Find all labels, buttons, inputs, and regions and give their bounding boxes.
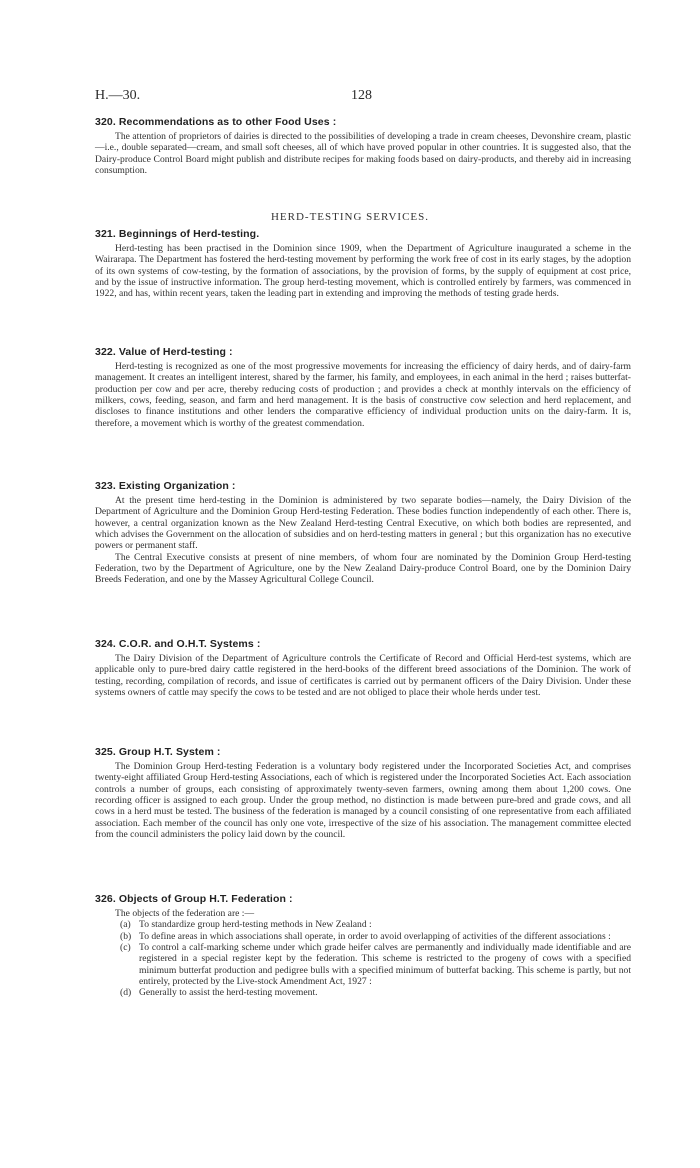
- paragraph: Herd-testing is recognized as one of the most progressive movements for increasing the efficiency of dairy herds, and of dairy-farm management. It creates an intelligent interest, shared by the farmer, his family, and employees, in each animal in the herd ; raises butterfat-production per cow and per acre, thereby reducing costs of production ; and provides a check at monthly intervals on the efficiency of milkers, cows, feeding, season, and farm and herd management. It is the basis of constructive cow selection and herd replacement, and discloses to finance institutions and other lenders the comparative efficiency of individual production units on the dairy-farm. It is, therefore, a movement which is worthy of the greatest commendation.: [95, 361, 631, 429]
- list-intro: The objects of the federation are :—: [115, 908, 255, 919]
- paragraph: The Central Executive consists at present of nine members, of whom four are nominated by the Dominion Group Herd-testing Federation, two by the Department of Agriculture, one by the New Zealand Dairy-produce Control Board, one by the Dominion Dairy Breeds Federation, and one by the Massey Agricultural College Council.: [95, 551, 631, 586]
- list-label: (a): [120, 919, 131, 931]
- section-title: HERD-TESTING SERVICES.: [270, 211, 429, 223]
- section-325: [95, 746, 631, 840]
- section-heading: 323. Existing Organization :: [95, 480, 236, 492]
- section-320: [95, 116, 631, 176]
- paragraph: The Dairy Division of the Department of Agriculture controls the Certificate of Record and Official Herd-test systems, which are applicable only to pure-bred dairy cattle registered in the herd-books of the different breed associations of the Dominion. The work of testing, recording, compilation of records, and issue of certificates is carried out by permanent officers of the Dairy Division. Under these systems owners of cattle may specify the cows to be tested and are not obliged to place their whole herds under test.: [95, 653, 631, 699]
- paragraph: Herd-testing has been practised in the Dominion since 1909, when the Department of Agriculture inaugurated a scheme in the Wairarapa. The Department has fostered the herd-testing movement by performing the work free of cost in its early stages, by the adoption of its own systems of cow-testing, by the formation of associations, by the provision of forms, by the supply of equipment at cost price, and by the issue of instructive information. The group herd-testing movement, which is controlled entirely by farmers, was commenced in 1922, and has, within recent years, taken the leading part in extending and improving the methods of testing grade herds.: [95, 243, 631, 300]
- list-text: To control a calf-marking scheme under which grade heifer calves are permanently and individually made identifiable and are registered in a special register kept by the federation. This scheme is restricted to the progeny of cows with a specified minimum butterfat production and pedigree bulls with a specified minimum of butterfat backing. This scheme is partly, but not entirely, protected by the Live-stock Amendment Act, 1927 :: [139, 942, 631, 988]
- list-text: To standardize group herd-testing methods in New Zealand :: [139, 919, 372, 931]
- section-326: [95, 893, 631, 999]
- paragraph: The attention of proprietors of dairies is directed to the possibilities of developing a trade in cream cheeses, Devonshire cream, plastic—i.e., double separated—cream, and small soft cheeses, all of which have proved popular in other countries. It is suggested also, that the Dairy-produce Control Board might publish and distribute recipes for making foods based on dairy-products, and thereby aid in increasing consumption.: [95, 131, 631, 177]
- section-heading: 321. Beginnings of Herd-testing.: [95, 228, 260, 240]
- section-heading: 324. C.O.R. and O.H.T. Systems :: [95, 638, 261, 650]
- list-text: Generally to assist the herd-testing movement.: [139, 987, 318, 999]
- report-code: H.—30.: [95, 88, 141, 103]
- section-324: [95, 638, 631, 698]
- list-text: To define areas in which associations shall operate, in order to avoid overlapping of activities of the different associations :: [139, 930, 611, 942]
- list-label: (c): [120, 942, 131, 954]
- list-item: [95, 987, 631, 998]
- section-heading: 322. Value of Herd-testing :: [95, 346, 233, 358]
- paragraph: At the present time herd-testing in the Dominion is administered by two separate bodies—namely, the Dairy Division of the Department of Agriculture and the Dominion Group Herd-testing Federation. These bodies function independently of each other. There is, however, a central organization known as the New Zealand Herd-testing Central Executive, on which both bodies are represented, and which advises the Government on the allocation of subsidies and on herd-testing matters in general ; but this organization has no executive powers or permanent staff.: [95, 495, 631, 552]
- page-number: 128: [351, 88, 372, 103]
- list-label: (b): [120, 930, 132, 942]
- section-322: [95, 346, 631, 429]
- paragraph: The Dominion Group Herd-testing Federation is a voluntary body registered under the Incorporated Societies Act, and comprises twenty-eight affiliated Group Herd-testing Associations, each of which is registered under the Incorporated Societies Act. Each association controls a number of groups, each consisting of approximately twenty-seven farmers, owning among them about 1,200 cows. One recording officer is assigned to each group. Under the group method, no distinction is made between pure-bred and grade cows, and all cows in a herd must be tested. The business of the federation is managed by a council consisting of one representative from each affiliated association. Each member of the council has only one vote, irrespective of the size of his association. The management committee elected from the council administers the policy laid down by the council.: [95, 761, 631, 841]
- section-323: [95, 480, 631, 586]
- section-heading: 320. Recommendations as to other Food Uses :: [95, 116, 337, 128]
- section-heading: 326. Objects of Group H.T. Federation :: [95, 893, 293, 905]
- list-item: [95, 942, 631, 987]
- list-item: [95, 919, 631, 930]
- list-item: [95, 931, 631, 942]
- section-heading: 325. Group H.T. System :: [95, 746, 221, 758]
- section-321: [95, 228, 631, 300]
- list-label: (d): [120, 987, 132, 999]
